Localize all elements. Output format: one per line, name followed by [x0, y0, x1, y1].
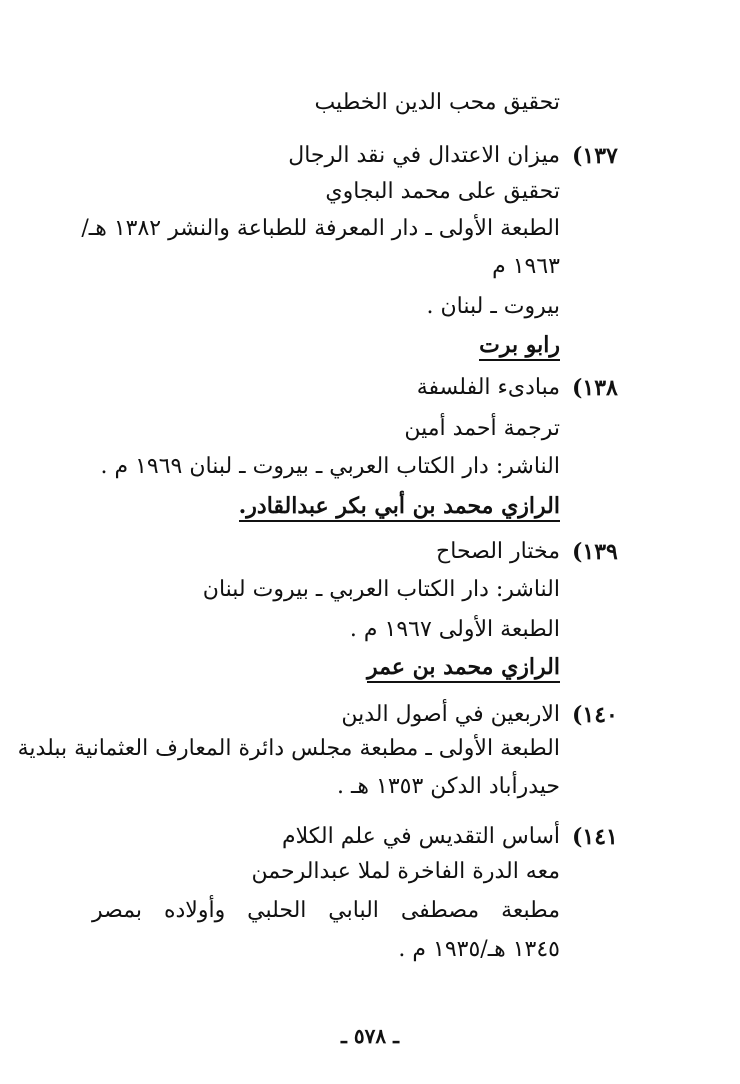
entry-number-139: (١٣٩ [572, 539, 618, 565]
entry-139-line: الناشر: دار الكتاب العربي ـ بيروت لبنان [202, 577, 560, 602]
line-editor-note: تحقيق محب الدين الخطيب [314, 90, 560, 115]
word: الحلبي [247, 898, 307, 923]
word: البابي [328, 898, 379, 923]
entry-140-line: حيدرأباد الدكن ١٣٥٣ هـ . [336, 774, 560, 799]
page-number: ـ ٥٧٨ ـ [341, 1024, 399, 1048]
entry-141-justified-line [92, 896, 560, 926]
entry-137-title: ميزان الاعتدال في نقد الرجال [288, 143, 560, 168]
author-heading: الرازي محمد بن عمر [367, 654, 560, 683]
entry-138-line: الناشر: دار الكتاب العربي ـ بيروت ـ لبنان ١٩٦٩ م . [100, 454, 560, 479]
entry-number-140: (١٤٠ [572, 702, 618, 728]
word: بمصر [92, 898, 143, 923]
entry-138-line: ترجمة أحمد أمين [404, 416, 560, 441]
entry-number-137: (١٣٧ [572, 143, 618, 169]
author-heading: الرازي محمد بن أبي بكر عبدالقادر. [239, 493, 560, 522]
entry-141-line: ١٣٤٥ هـ/١٩٣٥ م . [398, 937, 560, 962]
entry-140-title: الاربعين في أصول الدين [341, 702, 560, 727]
entry-137-line: بيروت ـ لبنان . [426, 294, 560, 319]
entry-number-141: (١٤١ [572, 824, 618, 850]
entry-138-title: مبادىء الفلسفة [416, 375, 560, 400]
word: وأولاده [163, 898, 226, 923]
entry-141-line: معه الدرة الفاخرة لملا عبدالرحمن [251, 859, 560, 884]
word: مصطفى [400, 898, 480, 923]
entry-137-line: تحقيق على محمد البجاوي [325, 179, 560, 204]
entry-number-138: (١٣٨ [572, 375, 618, 401]
word: مطبعة [501, 898, 560, 923]
entry-140-line: الطبعة الأولى ـ مطبعة مجلس دائرة المعارف العثمانية ببلدية [17, 736, 560, 761]
entry-139-line: الطبعة الأولى ١٩٦٧ م . [349, 617, 560, 642]
entry-139-title: مختار الصحاح [436, 539, 560, 564]
entry-137-line: ١٩٦٣ م [492, 254, 560, 279]
author-heading: رابو برت [479, 332, 560, 361]
entry-137-line: الطبعة الأولى ـ دار المعرفة للطباعة والنشر ١٣٨٢ هـ/ [81, 216, 560, 241]
entry-141-title: أساس التقديس في علم الكلام [282, 824, 560, 849]
